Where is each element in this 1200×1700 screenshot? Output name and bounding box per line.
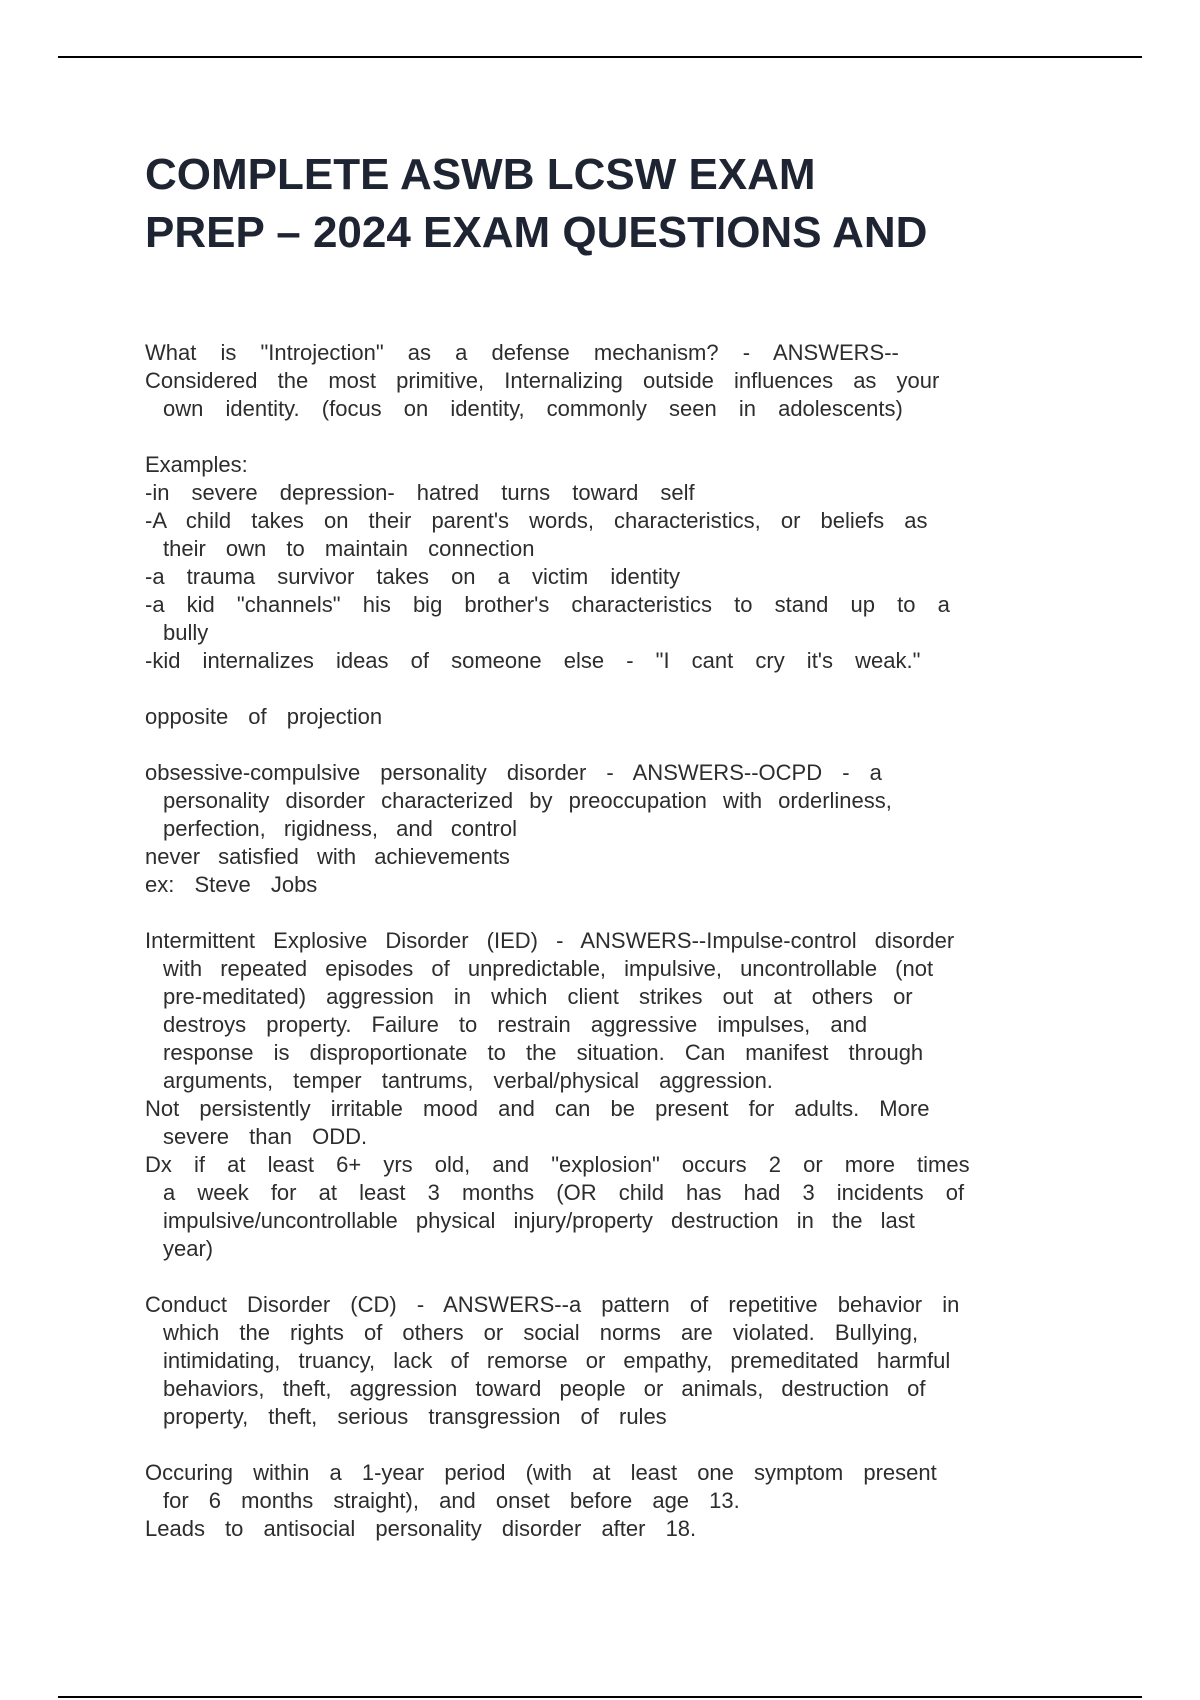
- text-line: -a kid "channels" his big brother's characteristics to stand up to a: [145, 592, 950, 617]
- text-line: severe than ODD.: [163, 1124, 368, 1149]
- paragraph-gap: [145, 675, 1095, 703]
- text-line: for 6 months straight), and onset before age 13.: [163, 1488, 740, 1513]
- paragraph-gap: [145, 899, 1095, 927]
- text-line: a week for at least 3 months (OR child has had 3 incidents of: [163, 1180, 965, 1205]
- document-body: [145, 339, 1095, 1543]
- text-line: arguments, temper tantrums, verbal/physical aggression.: [163, 1068, 773, 1093]
- text-line: destroys property. Failure to restrain aggressive impulses, and: [163, 1012, 868, 1037]
- text-line: -A child takes on their parent's words, characteristics, or beliefs as: [145, 508, 928, 533]
- text-line: pre-meditated) aggression in which client strikes out at others or: [163, 984, 913, 1009]
- text-line: property, theft, serious transgression of rules: [163, 1404, 667, 1429]
- text-line: opposite of projection: [145, 704, 383, 729]
- text-line: own identity. (focus on identity, commonly seen in adolescents): [163, 396, 903, 421]
- text-line: year): [163, 1236, 214, 1261]
- text-line: personality disorder characterized by preoccupation with orderliness,: [163, 788, 892, 813]
- top-rule: [58, 56, 1142, 58]
- text-line: ex: Steve Jobs: [145, 872, 318, 897]
- text-line: perfection, rigidness, and control: [163, 816, 517, 841]
- text-line: Conduct Disorder (CD) - ANSWERS--a pattern of repetitive behavior in: [145, 1292, 960, 1317]
- document-title: [145, 146, 1105, 262]
- text-line: -kid internalizes ideas of someone else - "I cant cry it's weak.": [145, 648, 921, 673]
- text-line: Considered the most primitive, Internalizing outside influences as your: [145, 368, 940, 393]
- text-line: impulsive/uncontrollable physical injury/property destruction in the last: [163, 1208, 915, 1233]
- text-line: Dx if at least 6+ yrs old, and "explosion" occurs 2 or more times: [145, 1152, 970, 1177]
- paragraph-gap: [145, 423, 1095, 451]
- title-line: PREP – 2024 EXAM QUESTIONS AND: [145, 208, 928, 257]
- text-line: -in severe depression- hatred turns toward self: [145, 480, 695, 505]
- text-line: bully: [163, 620, 209, 645]
- text-line: -a trauma survivor takes on a victim identity: [145, 564, 681, 589]
- text-line: their own to maintain connection: [163, 536, 535, 561]
- text-line: with repeated episodes of unpredictable, impulsive, uncontrollable (not: [163, 956, 934, 981]
- text-line: Intermittent Explosive Disorder (IED) - ANSWERS--Impulse-control disorder: [145, 928, 955, 953]
- text-line: Leads to antisocial personality disorder after 18.: [145, 1516, 697, 1541]
- text-line: Examples:: [145, 452, 248, 477]
- paragraph-gap: [145, 1431, 1095, 1459]
- text-line: never satisfied with achievements: [145, 844, 510, 869]
- text-line: Not persistently irritable mood and can be present for adults. More: [145, 1096, 930, 1121]
- text-line: response is disproportionate to the situation. Can manifest through: [163, 1040, 924, 1065]
- paragraph-gap: [145, 731, 1095, 759]
- text-line: obsessive-compulsive personality disorder - ANSWERS--OCPD - a: [145, 760, 882, 785]
- text-line: behaviors, theft, aggression toward people or animals, destruction of: [163, 1376, 926, 1401]
- text-line: Occuring within a 1-year period (with at least one symptom present: [145, 1460, 937, 1485]
- text-line: What is "Introjection" as a defense mechanism? - ANSWERS--: [145, 340, 899, 365]
- paragraph-gap: [145, 1263, 1095, 1291]
- bottom-rule: [58, 1696, 1142, 1698]
- text-line: which the rights of others or social norms are violated. Bullying,: [163, 1320, 919, 1345]
- text-line: intimidating, truancy, lack of remorse or empathy, premeditated harmful: [163, 1348, 951, 1373]
- title-line: COMPLETE ASWB LCSW EXAM: [145, 150, 816, 199]
